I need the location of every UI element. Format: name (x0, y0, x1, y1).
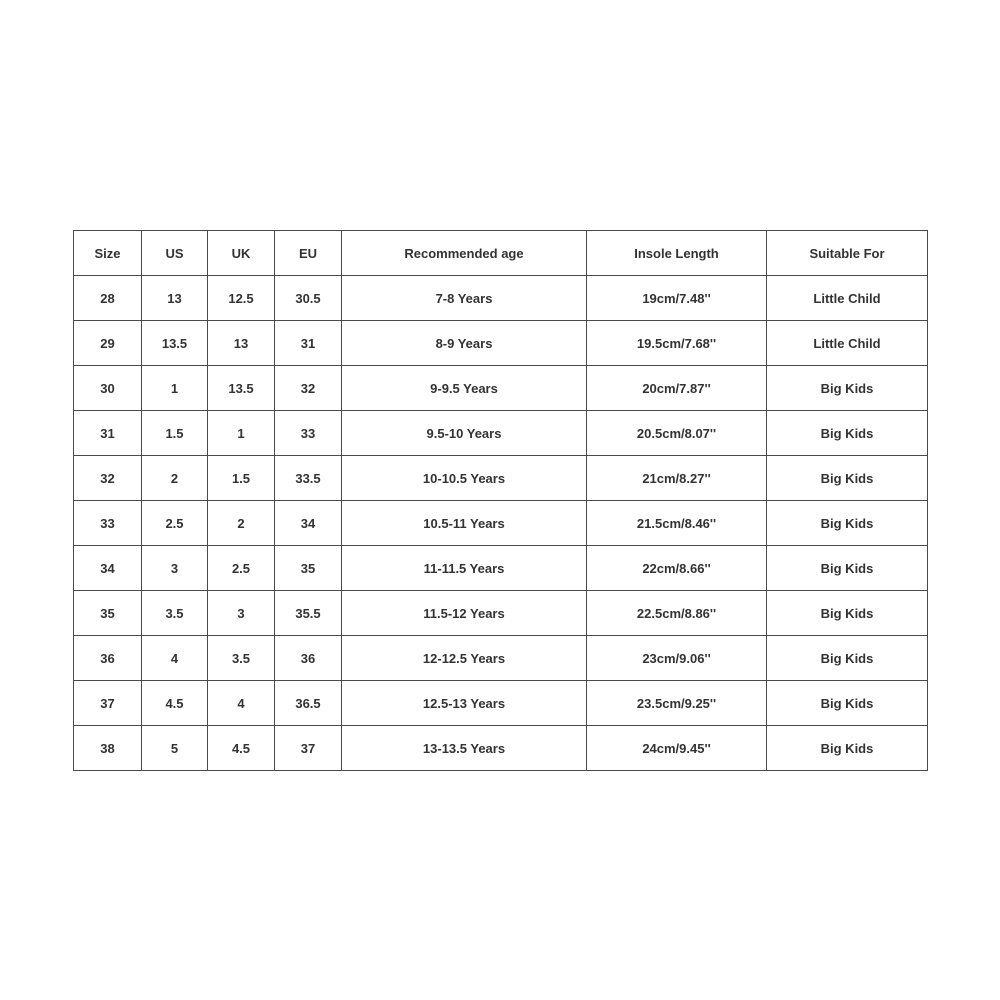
table-row (74, 366, 928, 411)
table-row (74, 411, 928, 456)
table-row (74, 321, 928, 366)
cell-uk: 13.5 (208, 366, 275, 411)
cell-eu: 35 (275, 546, 342, 591)
cell-insole-length: 19cm/7.48'' (587, 276, 767, 321)
table-header (74, 231, 928, 276)
table-row (74, 726, 928, 771)
cell-insole-length: 23cm/9.06'' (587, 636, 767, 681)
table-body (74, 276, 928, 771)
cell-size: 32 (74, 456, 142, 501)
cell-recommended-age: 9.5-10 Years (342, 411, 587, 456)
cell-suitable-for: Big Kids (767, 411, 928, 456)
cell-us: 13.5 (142, 321, 208, 366)
cell-insole-length: 22.5cm/8.86'' (587, 591, 767, 636)
cell-suitable-for: Big Kids (767, 366, 928, 411)
table-row (74, 501, 928, 546)
cell-uk: 4 (208, 681, 275, 726)
cell-uk: 2 (208, 501, 275, 546)
cell-recommended-age: 11.5-12 Years (342, 591, 587, 636)
cell-insole-length: 21cm/8.27'' (587, 456, 767, 501)
cell-eu: 37 (275, 726, 342, 771)
size-chart-table (73, 230, 928, 771)
cell-size: 30 (74, 366, 142, 411)
cell-insole-length: 20cm/7.87'' (587, 366, 767, 411)
cell-uk: 12.5 (208, 276, 275, 321)
cell-insole-length: 24cm/9.45'' (587, 726, 767, 771)
cell-uk: 1.5 (208, 456, 275, 501)
table-row (74, 591, 928, 636)
cell-suitable-for: Big Kids (767, 546, 928, 591)
cell-insole-length: 21.5cm/8.46'' (587, 501, 767, 546)
header-suitable-for: Suitable For (767, 231, 928, 276)
cell-uk: 4.5 (208, 726, 275, 771)
cell-insole-length: 19.5cm/7.68'' (587, 321, 767, 366)
cell-us: 3 (142, 546, 208, 591)
cell-eu: 30.5 (275, 276, 342, 321)
cell-size: 29 (74, 321, 142, 366)
cell-eu: 31 (275, 321, 342, 366)
cell-recommended-age: 10-10.5 Years (342, 456, 587, 501)
cell-uk: 3.5 (208, 636, 275, 681)
cell-us: 1.5 (142, 411, 208, 456)
header-us: US (142, 231, 208, 276)
cell-insole-length: 22cm/8.66'' (587, 546, 767, 591)
cell-suitable-for: Big Kids (767, 726, 928, 771)
table-row (74, 456, 928, 501)
cell-us: 4.5 (142, 681, 208, 726)
cell-uk: 2.5 (208, 546, 275, 591)
cell-size: 33 (74, 501, 142, 546)
cell-us: 1 (142, 366, 208, 411)
cell-eu: 35.5 (275, 591, 342, 636)
cell-recommended-age: 7-8 Years (342, 276, 587, 321)
cell-eu: 32 (275, 366, 342, 411)
table-row (74, 681, 928, 726)
cell-suitable-for: Big Kids (767, 636, 928, 681)
cell-size: 31 (74, 411, 142, 456)
cell-size: 37 (74, 681, 142, 726)
cell-uk: 13 (208, 321, 275, 366)
cell-uk: 1 (208, 411, 275, 456)
cell-us: 3.5 (142, 591, 208, 636)
table-row (74, 546, 928, 591)
cell-suitable-for: Little Child (767, 321, 928, 366)
cell-eu: 36.5 (275, 681, 342, 726)
cell-eu: 34 (275, 501, 342, 546)
header-size: Size (74, 231, 142, 276)
cell-eu: 33.5 (275, 456, 342, 501)
header-recommended-age: Recommended age (342, 231, 587, 276)
header-insole-length: Insole Length (587, 231, 767, 276)
cell-us: 13 (142, 276, 208, 321)
cell-us: 4 (142, 636, 208, 681)
cell-suitable-for: Big Kids (767, 456, 928, 501)
cell-us: 2 (142, 456, 208, 501)
cell-insole-length: 23.5cm/9.25'' (587, 681, 767, 726)
cell-us: 5 (142, 726, 208, 771)
cell-size: 28 (74, 276, 142, 321)
cell-size: 38 (74, 726, 142, 771)
cell-recommended-age: 8-9 Years (342, 321, 587, 366)
cell-recommended-age: 11-11.5 Years (342, 546, 587, 591)
cell-size: 36 (74, 636, 142, 681)
header-row (74, 231, 928, 276)
cell-recommended-age: 10.5-11 Years (342, 501, 587, 546)
cell-insole-length: 20.5cm/8.07'' (587, 411, 767, 456)
cell-suitable-for: Little Child (767, 276, 928, 321)
cell-uk: 3 (208, 591, 275, 636)
header-eu: EU (275, 231, 342, 276)
cell-recommended-age: 12-12.5 Years (342, 636, 587, 681)
cell-size: 35 (74, 591, 142, 636)
cell-recommended-age: 13-13.5 Years (342, 726, 587, 771)
table-row (74, 276, 928, 321)
cell-suitable-for: Big Kids (767, 681, 928, 726)
cell-eu: 33 (275, 411, 342, 456)
cell-us: 2.5 (142, 501, 208, 546)
cell-suitable-for: Big Kids (767, 501, 928, 546)
cell-recommended-age: 12.5-13 Years (342, 681, 587, 726)
table-row (74, 636, 928, 681)
cell-eu: 36 (275, 636, 342, 681)
cell-size: 34 (74, 546, 142, 591)
cell-recommended-age: 9-9.5 Years (342, 366, 587, 411)
cell-suitable-for: Big Kids (767, 591, 928, 636)
header-uk: UK (208, 231, 275, 276)
